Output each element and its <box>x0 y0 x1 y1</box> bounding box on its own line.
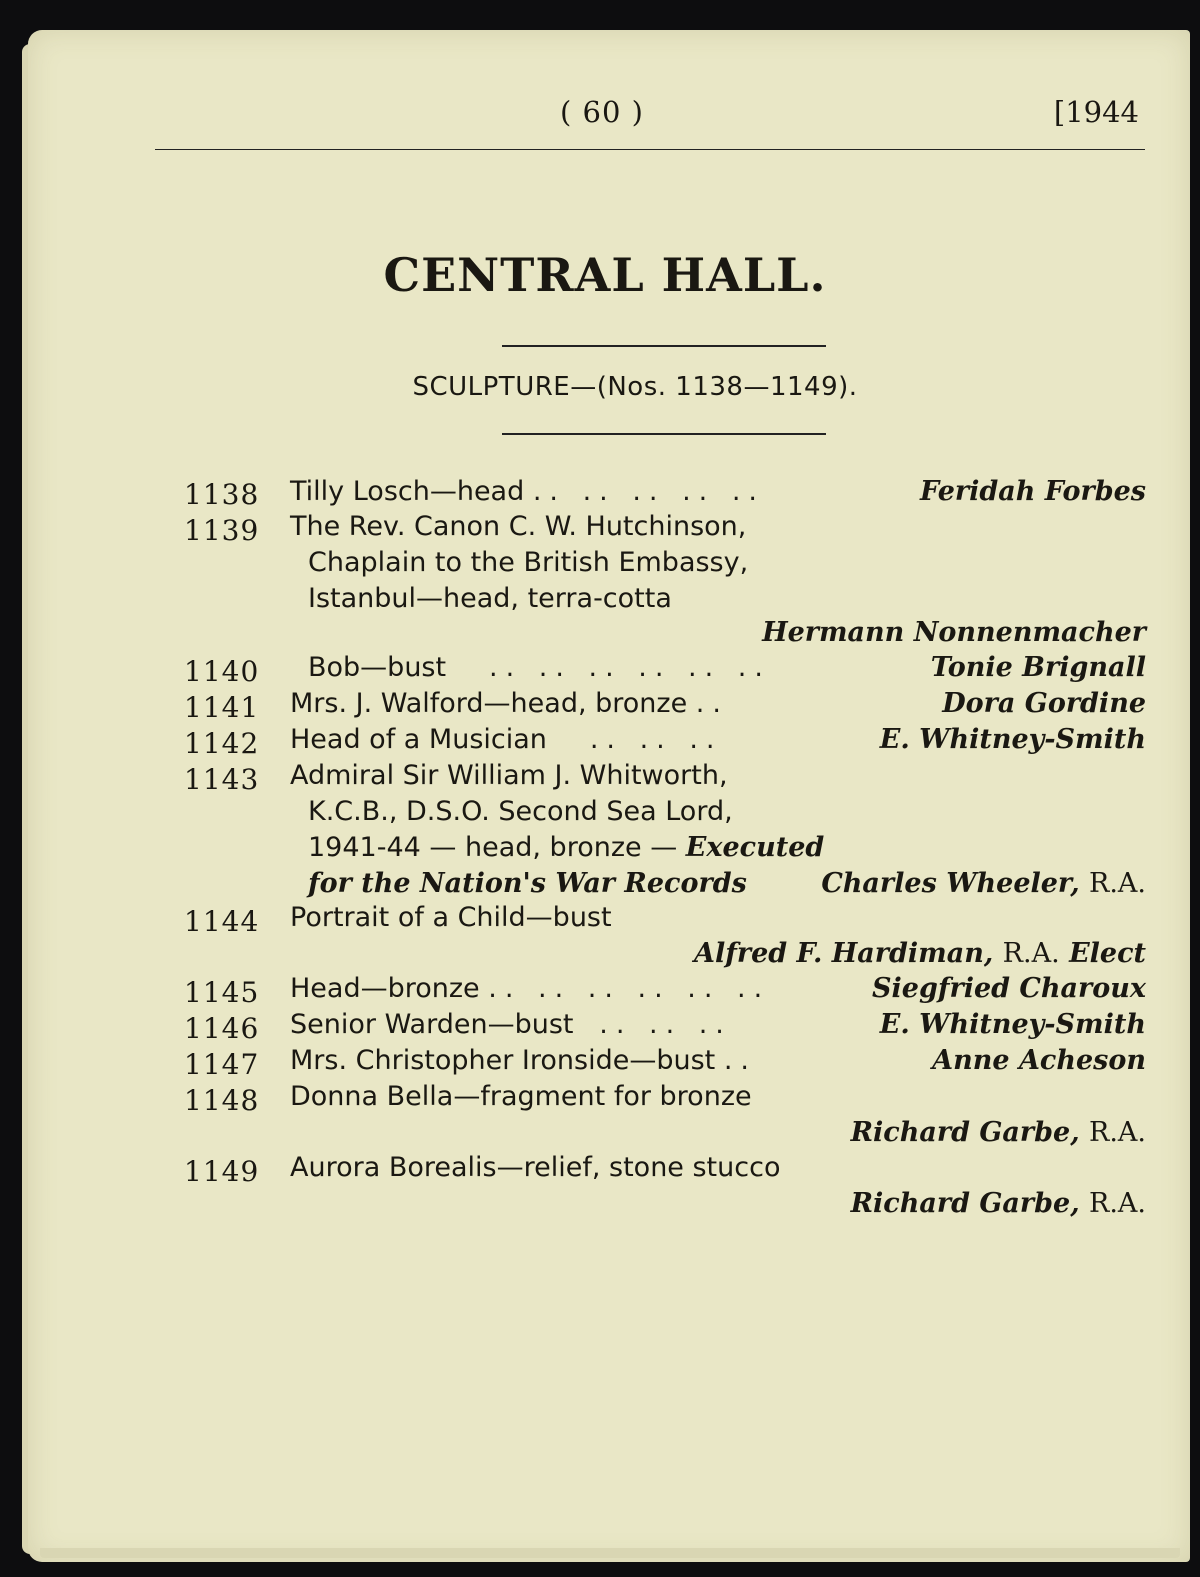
entry-title: Mrs. Christopher Ironside—bust .. <box>290 1045 758 1076</box>
entry-artist: Tonie Brignall <box>930 652 1146 683</box>
title-rule-top <box>502 345 826 347</box>
page-title: CENTRAL HALL. <box>383 248 827 302</box>
entry-artist: Dora Gordine <box>942 688 1146 719</box>
page-bottom-edge <box>40 1548 1180 1558</box>
entry-artist: Anne Acheson <box>932 1045 1146 1076</box>
entry-artist: Hermann Nonnenmacher <box>762 617 1146 648</box>
entry-number: 1144 <box>184 905 260 938</box>
entry-artist: Feridah Forbes <box>920 476 1146 507</box>
entry-number: 1145 <box>184 976 260 1009</box>
entry-title-cont: Chaplain to the British Embassy, <box>308 547 749 578</box>
header-rule <box>155 149 1145 150</box>
entry-number: 1146 <box>184 1012 260 1045</box>
page-number: ( 60 ) <box>560 95 644 129</box>
entry-number: 1147 <box>184 1048 260 1081</box>
entry-title: Head of a Musician .. .. .. <box>290 724 723 755</box>
entry-artist: Siegfried Charoux <box>872 973 1146 1004</box>
entry-artist: E. Whitney-Smith <box>879 724 1146 755</box>
entry-note: for the Nation's War Records <box>308 868 747 899</box>
entry-number: 1140 <box>184 655 260 688</box>
entry-title: Tilly Losch—head .. .. .. .. .. <box>290 476 765 507</box>
entry-number: 1139 <box>184 514 260 547</box>
entry-title: Portrait of a Child—bust <box>290 902 612 933</box>
entry-title: Mrs. J. Walford—head, bronze .. <box>290 688 729 719</box>
entry-title: The Rev. Canon C. W. Hutchinson, <box>290 511 747 542</box>
entry-number: 1138 <box>184 478 260 511</box>
title-rule-bottom <box>502 433 826 435</box>
entry-artist: Richard Garbe, R.A. <box>850 1117 1146 1148</box>
entry-number: 1143 <box>184 763 260 796</box>
entry-number: 1141 <box>184 691 260 724</box>
entry-title: Donna Bella—fragment for bronze <box>290 1081 752 1112</box>
entry-artist: E. Whitney-Smith <box>879 1009 1146 1040</box>
catalogue-year: [1944 <box>1053 95 1139 129</box>
entry-title: Aurora Borealis—relief, stone stucco <box>290 1152 781 1183</box>
entry-artist: Charles Wheeler, R.A. <box>821 868 1146 899</box>
entry-artist: Alfred F. Hardiman, R.A. Elect <box>694 938 1146 969</box>
entry-title-cont: K.C.B., D.S.O. Second Sea Lord, <box>308 796 733 827</box>
entry-title: Senior Warden—bust .. .. .. <box>290 1009 732 1040</box>
entry-title: Admiral Sir William J. Whitworth, <box>290 760 728 791</box>
entry-number: 1149 <box>184 1155 260 1188</box>
entry-title-cont: Istanbul—head, terra-cotta <box>308 583 672 614</box>
entry-artist: Richard Garbe, R.A. <box>850 1188 1146 1219</box>
section-subtitle: SCULPTURE—(Nos. 1138—1149). <box>412 372 858 402</box>
entry-title: Head—bronze .. .. .. .. .. .. <box>290 973 771 1004</box>
entry-title: Bob—bust .. .. .. .. .. .. <box>308 652 771 683</box>
entry-number: 1148 <box>184 1084 260 1117</box>
page-header <box>155 95 1145 135</box>
entry-title-cont: 1941-44 — head, bronze — Executed <box>308 832 825 863</box>
entry-number: 1142 <box>184 727 260 760</box>
